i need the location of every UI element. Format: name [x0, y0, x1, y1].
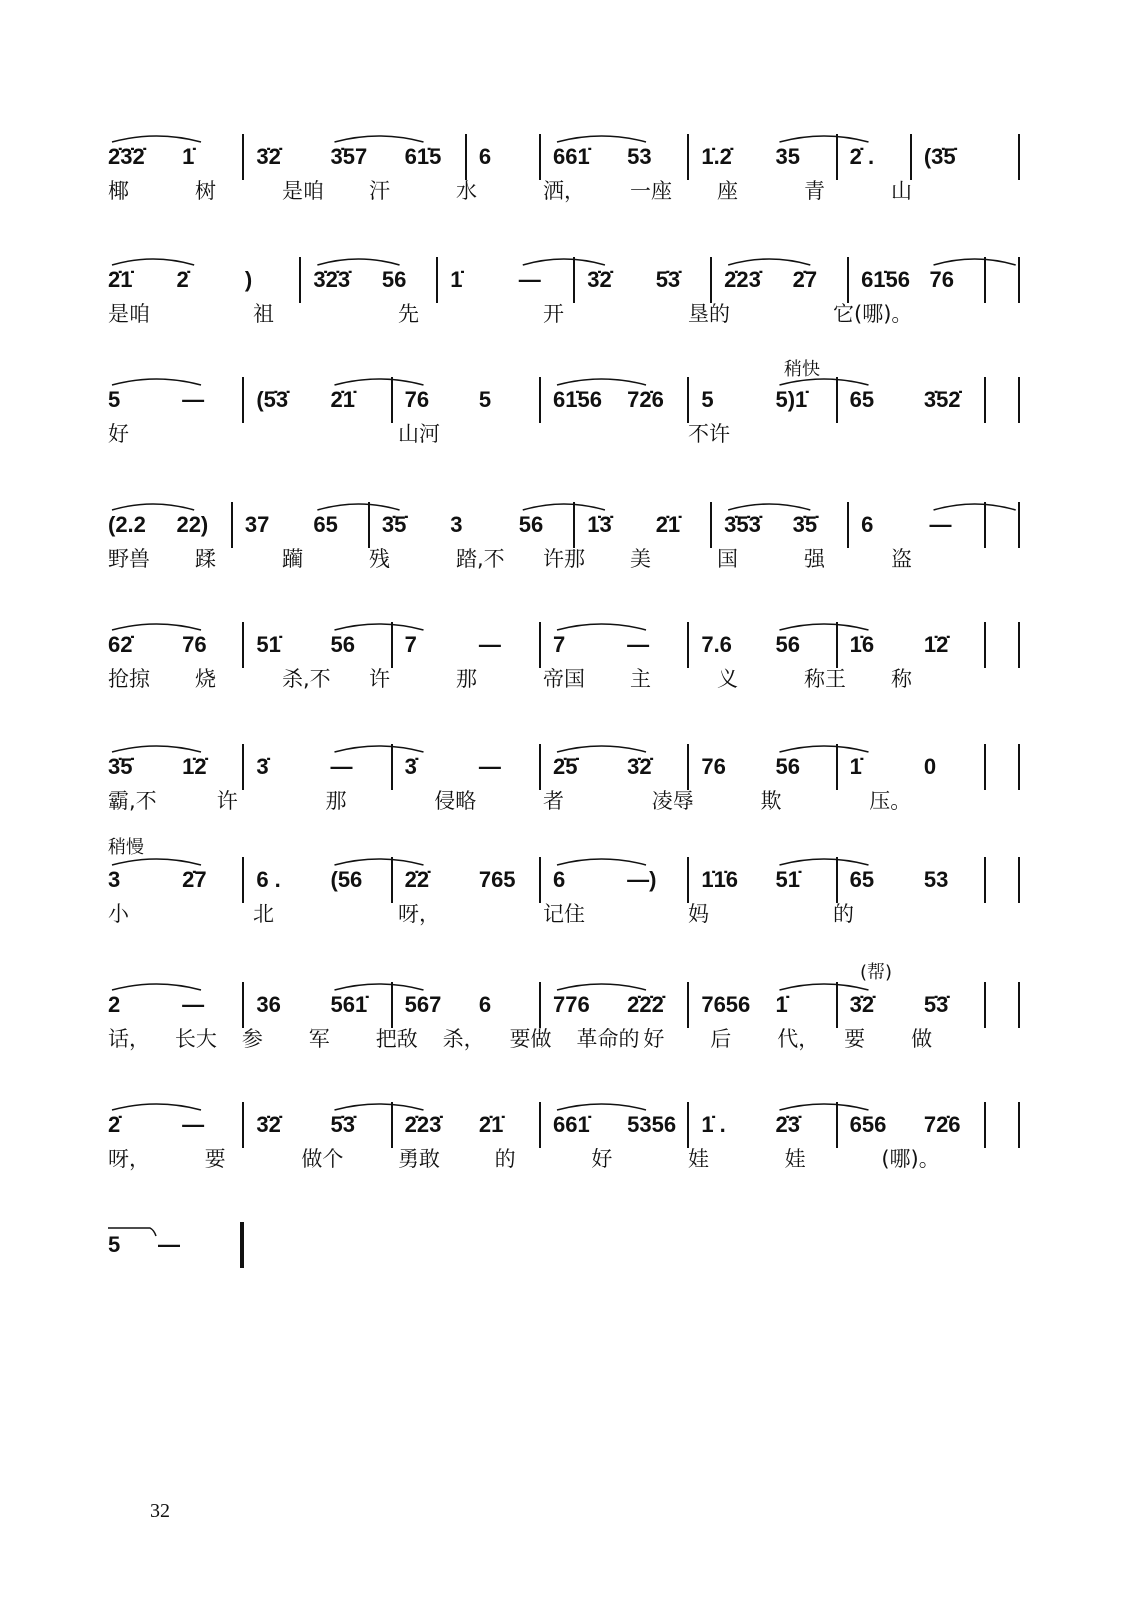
jianpu-note: (56 — [330, 867, 363, 892]
jianpu-note: 6 — [861, 512, 874, 537]
jianpu-note: (5̇3̇ — [256, 387, 289, 412]
jianpu-note: 51̇ — [775, 867, 800, 892]
bar-line — [984, 622, 986, 668]
staff-system — [0, 500, 1147, 620]
lyric-syllable: 压。 — [869, 789, 912, 813]
bar-line — [1018, 857, 1020, 903]
jianpu-note: 6 — [478, 992, 492, 1017]
lyric-syllable: 者 — [543, 789, 564, 813]
lyric-syllable: 侵略 — [434, 789, 477, 813]
lyric-syllable: 呀， — [398, 902, 440, 926]
bar-line — [847, 257, 849, 303]
jianpu-note: 661̇ — [553, 1112, 590, 1137]
lyric-syllable: 做 — [911, 1027, 933, 1051]
bar-line — [242, 982, 244, 1028]
lyric-syllable: 称 — [891, 667, 912, 691]
lyric-syllable: 的 — [494, 1147, 516, 1171]
bar-line — [836, 377, 838, 423]
lyric-syllable: 洒， — [543, 179, 585, 203]
lyric-syllable: 称王 — [804, 667, 846, 691]
jianpu-note: 5 — [478, 387, 492, 412]
jianpu-note: 2̇1̇ — [108, 267, 133, 292]
staff-system — [0, 620, 1147, 740]
bar-line — [436, 257, 438, 303]
lyric-syllable: 是咱 — [282, 179, 324, 203]
lyric-syllable: 不许 — [688, 422, 730, 446]
staff-system — [0, 1220, 1147, 1340]
jianpu-note: 3̇2̇ — [256, 1112, 281, 1137]
jianpu-note: 2̇3̇2̇ — [108, 144, 145, 169]
lyric-syllable: 野兽 — [108, 547, 150, 571]
staff-system — [0, 255, 1147, 375]
jianpu-note: 7656 — [701, 992, 751, 1017]
jianpu-note: 2̇23̇ — [724, 267, 761, 292]
bar-line — [836, 622, 838, 668]
jianpu-note: — — [929, 512, 952, 537]
lyric-syllable: 椰 — [108, 179, 129, 203]
jianpu-note: 3̇2̇3̇ — [313, 267, 351, 292]
jianpu-note: 5 — [108, 1232, 121, 1257]
jianpu-note: 6 — [553, 867, 566, 892]
tempo-marking: 稍慢 — [108, 837, 144, 858]
jianpu-note: — — [478, 754, 501, 779]
jianpu-note: — — [627, 632, 650, 657]
bar-line — [836, 982, 838, 1028]
jianpu-note: 53 — [923, 867, 949, 892]
lyric-syllable: 一座 — [630, 179, 672, 203]
jianpu-note: 765 — [478, 867, 516, 892]
lyric-syllable: 革命的 — [576, 1027, 640, 1051]
jianpu-note: 1̇ . — [701, 1112, 726, 1137]
jianpu-note: 3̇5̇ — [108, 754, 133, 779]
jianpu-note: 3̇57 — [330, 144, 368, 169]
lyric-syllable: 小 — [108, 902, 129, 926]
jianpu-note: 56 — [775, 754, 800, 779]
bar-line — [368, 502, 370, 548]
lyric-syllable: 它(哪)。 — [833, 302, 913, 326]
jianpu-note: 51̇ — [256, 632, 281, 657]
bar-line — [687, 377, 689, 423]
staff-system — [0, 1100, 1147, 1220]
bar-line — [687, 857, 689, 903]
bar-line — [687, 134, 689, 180]
lyric-syllable: 要 — [204, 1147, 226, 1171]
jianpu-note: 65 — [313, 512, 338, 537]
bar-line — [231, 502, 233, 548]
jianpu-note: 65 — [849, 867, 875, 892]
jianpu-note: — — [158, 1232, 180, 1257]
lyric-syllable: 残 — [369, 547, 390, 571]
bar-line — [1018, 982, 1020, 1028]
jianpu-note: 3̇5̇ — [792, 512, 818, 537]
bar-line — [984, 1102, 986, 1148]
jianpu-note: 5̇3̇ — [923, 992, 949, 1017]
bar-line — [710, 502, 712, 548]
bar-line — [836, 134, 838, 180]
jianpu-note: — — [182, 387, 205, 412]
lyric-syllable: 好 — [643, 1027, 665, 1051]
staff-system — [0, 837, 1147, 975]
bar-line — [687, 982, 689, 1028]
jianpu-note: 2̇2̇ — [404, 867, 430, 892]
jianpu-note: 776 — [553, 992, 590, 1017]
lyric-syllable: 汗 — [369, 179, 390, 203]
jianpu-note: 2̇1̇ — [655, 512, 681, 537]
jianpu-note: 2̇ — [176, 267, 189, 292]
jianpu-note: 62̇ — [108, 632, 133, 657]
staff-system — [0, 132, 1147, 252]
bar-line — [687, 1102, 689, 1148]
jianpu-note: 6 . — [256, 867, 281, 892]
lyric-syllable: 杀,不 — [282, 667, 331, 691]
bar-line — [984, 857, 986, 903]
jianpu-note: 5356 — [627, 1112, 677, 1137]
jianpu-note: 1̇ — [849, 754, 862, 779]
jianpu-note: 56 — [330, 632, 355, 657]
bar-line — [836, 1102, 838, 1148]
lyric-syllable: 话， — [108, 1027, 150, 1051]
tempo-marking: (帮) — [860, 962, 893, 983]
lyric-syllable: 帝国 — [543, 667, 585, 691]
bar-line — [242, 134, 244, 180]
lyric-syllable: 凌辱 — [651, 789, 694, 813]
jianpu-note: 35 — [775, 144, 800, 169]
lyric-syllable: 妈 — [688, 902, 709, 926]
lyric-syllable: 水 — [456, 179, 477, 203]
lyric-syllable: 主 — [630, 667, 651, 691]
jianpu-note: (3̇5̇ — [923, 144, 956, 169]
lyric-syllable: 烧 — [195, 667, 216, 691]
jianpu-note: 76 — [701, 754, 726, 779]
jianpu-note: 72̇6 — [923, 1112, 961, 1137]
lyric-syllable: 许那 — [543, 547, 585, 571]
jianpu-note: 3 — [450, 512, 463, 537]
jianpu-note: 0 — [923, 754, 937, 779]
lyric-syllable: 后 — [710, 1027, 732, 1051]
bar-line — [1018, 744, 1020, 790]
jianpu-note: 3̇5̇ — [381, 512, 407, 537]
bar-line — [984, 377, 986, 423]
lyric-syllable: 北 — [253, 902, 274, 926]
jianpu-note: 2̇ . — [849, 144, 875, 169]
jianpu-note: 2̇23̇ — [404, 1112, 442, 1137]
lyric-syllable: 霸,不 — [108, 789, 157, 813]
lyric-syllable: 山河 — [398, 422, 440, 446]
lyric-syllable: 许 — [216, 789, 238, 813]
jianpu-note: 1̇1̇6 — [701, 867, 739, 892]
jianpu-note: 1̇.2̇ — [701, 144, 732, 169]
lyric-syllable: 把敌 — [375, 1027, 418, 1051]
lyric-syllable: 欺 — [760, 789, 782, 813]
jianpu-note: 7.6 — [701, 632, 732, 657]
jianpu-note: 2̇ — [108, 1112, 121, 1137]
jianpu-note: 76 — [404, 387, 430, 412]
bar-line — [391, 622, 393, 668]
lyric-syllable: 娃 — [688, 1147, 709, 1171]
jianpu-note: — — [478, 632, 501, 657]
lyric-syllable: 山 — [891, 179, 912, 203]
lyric-syllable: 蹂 — [195, 547, 216, 571]
bar-line — [391, 857, 393, 903]
lyric-syllable: (哪)。 — [881, 1147, 940, 1171]
jianpu-note: 56 — [775, 632, 800, 657]
bar-line — [1018, 502, 1020, 548]
bar-line — [539, 1102, 541, 1148]
staff-system — [0, 359, 1147, 495]
bar-line — [391, 744, 393, 790]
lyric-syllable: 许 — [369, 667, 390, 691]
lyric-syllable: 是咱 — [108, 302, 150, 326]
lyric-syllable: 那 — [325, 789, 347, 813]
jianpu-note: 656 — [849, 1112, 887, 1137]
lyric-syllable: 国 — [717, 547, 738, 571]
bar-line — [687, 744, 689, 790]
lyric-syllable: 义 — [717, 667, 738, 691]
lyric-syllable: 勇敢 — [398, 1147, 440, 1171]
lyric-syllable: 抢掠 — [108, 667, 150, 691]
lyric-syllable: 座 — [717, 179, 738, 203]
jianpu-note: 2̇2̇2̇ — [627, 992, 664, 1017]
bar-line — [539, 622, 541, 668]
lyric-syllable: 的 — [833, 902, 854, 926]
lyric-syllable: 踏,不 — [456, 547, 505, 571]
bar-line — [687, 622, 689, 668]
bar-line — [242, 622, 244, 668]
lyric-syllable: 杀， — [442, 1027, 485, 1051]
jianpu-note: 72̇6 — [627, 387, 664, 412]
lyric-syllable: 垦的 — [688, 302, 730, 326]
lyric-syllable: 青 — [804, 179, 825, 203]
bar-line — [984, 744, 986, 790]
bar-line — [242, 1102, 244, 1148]
jianpu-note: 3̇2̇ — [849, 992, 875, 1017]
jianpu-note: 76 — [929, 267, 955, 292]
bar-line — [1018, 622, 1020, 668]
jianpu-note: 3̇2̇ — [627, 754, 652, 779]
jianpu-note: 3̇5̇3̇ — [724, 512, 761, 537]
jianpu-note: —) — [627, 867, 657, 892]
bar-line — [847, 502, 849, 548]
jianpu-note: 5 — [701, 387, 714, 412]
lyric-syllable: 先 — [398, 302, 419, 326]
bar-line — [539, 857, 541, 903]
lyric-syllable: 开 — [543, 302, 564, 326]
jianpu-note: 2̇7 — [792, 267, 818, 292]
bar-line — [539, 744, 541, 790]
bar-line — [391, 982, 393, 1028]
lyric-syllable: 好 — [108, 422, 129, 446]
jianpu-note: 3̇ — [256, 754, 269, 779]
jianpu-note: 3̇52̇ — [923, 387, 961, 412]
jianpu-note: 22) — [176, 512, 209, 537]
lyric-syllable: 代， — [777, 1027, 820, 1051]
jianpu-note: 56 — [518, 512, 544, 537]
tempo-marking: 稍快 — [784, 359, 820, 380]
bar-line — [573, 502, 575, 548]
jianpu-note: 1̇2̇ — [182, 754, 207, 779]
jianpu-note: 76 — [182, 632, 207, 657]
bar-line — [984, 982, 986, 1028]
bar-line — [1018, 134, 1020, 180]
lyric-syllable: 要 — [844, 1027, 866, 1051]
bar-line — [1018, 1102, 1020, 1148]
bar-line — [391, 377, 393, 423]
jianpu-note: 1̇ — [775, 992, 788, 1017]
jianpu-note: 3̇ — [404, 754, 417, 779]
staff-system — [0, 962, 1147, 1100]
lyric-syllable: 强 — [804, 547, 825, 571]
lyric-syllable: 美 — [630, 547, 651, 571]
jianpu-note: 53 — [627, 144, 652, 169]
jianpu-note: 567 — [404, 992, 442, 1017]
bar-line — [242, 377, 244, 423]
jianpu-note: 61̇5 — [404, 144, 442, 169]
jianpu-note: 61̇56 — [861, 267, 911, 292]
jianpu-note: 61̇56 — [553, 387, 602, 412]
lyric-syllable: 要做 — [509, 1027, 552, 1051]
jianpu-note: 2̇1̇ — [330, 387, 355, 412]
jianpu-note: 661̇ — [553, 144, 590, 169]
jianpu-note: 5̇3̇ — [655, 267, 681, 292]
jianpu-note: 1̇6 — [849, 632, 875, 657]
jianpu-note: 36 — [256, 992, 281, 1017]
bar-line — [910, 134, 912, 180]
jianpu-note: — — [330, 754, 353, 779]
jianpu-note: ) — [244, 267, 253, 292]
bar-line — [836, 744, 838, 790]
bar-line — [573, 257, 575, 303]
jianpu-note: 1̇ — [182, 144, 195, 169]
bar-line — [539, 134, 541, 180]
jianpu-note: 2̇5̇ — [553, 754, 578, 779]
bar-line — [242, 744, 244, 790]
lyric-syllable: 盗 — [891, 547, 912, 571]
jianpu-note: 5 — [108, 387, 121, 412]
jianpu-note: 7 — [553, 632, 566, 657]
lyric-syllable: 那 — [456, 667, 477, 691]
jianpu-note: 6 — [478, 144, 492, 169]
jianpu-note: 3̇2̇ — [587, 267, 612, 292]
lyric-syllable: 躏 — [282, 547, 303, 571]
lyric-syllable: 娃 — [784, 1147, 806, 1171]
jianpu-note: 37 — [244, 512, 270, 537]
jianpu-note: 1̇2̇ — [923, 632, 949, 657]
jianpu-note: — — [518, 267, 541, 292]
jianpu-note: 1̇ — [450, 267, 463, 292]
jianpu-note: 2̇7 — [182, 867, 207, 892]
jianpu-note: 65 — [849, 387, 875, 412]
bar-line — [299, 257, 301, 303]
jianpu-note: 2 — [108, 992, 121, 1017]
lyric-syllable: 好 — [591, 1147, 613, 1171]
jianpu-note: 3 — [108, 867, 121, 892]
final-bar-line — [240, 1222, 244, 1268]
bar-line — [1018, 377, 1020, 423]
jianpu-note: 561̇ — [330, 992, 368, 1017]
lyric-syllable: 做个 — [301, 1147, 344, 1171]
jianpu-note: 2̇3̇ — [775, 1112, 800, 1137]
bar-line — [539, 377, 541, 423]
lyric-syllable: 参 — [241, 1027, 263, 1051]
staff-system — [0, 742, 1147, 862]
jianpu-note: 5̇3̇ — [330, 1112, 355, 1137]
bar-line — [710, 257, 712, 303]
lyric-syllable: 记住 — [543, 902, 585, 926]
jianpu-note: 7 — [404, 632, 417, 657]
lyric-syllable: 呀， — [108, 1147, 150, 1171]
page-number: 32 — [150, 1500, 170, 1522]
jianpu-note: — — [182, 1112, 205, 1137]
bar-line — [984, 502, 986, 548]
bar-line — [391, 1102, 393, 1148]
jianpu-note: (2.2 — [108, 512, 146, 537]
bar-line — [465, 134, 467, 180]
jianpu-note: 3̇2̇ — [256, 144, 281, 169]
jianpu-note: 1̇3̇ — [587, 512, 612, 537]
lyric-syllable: 长大 — [174, 1027, 217, 1051]
bar-line — [539, 982, 541, 1028]
bar-line — [242, 857, 244, 903]
lyric-syllable: 祖 — [253, 302, 274, 326]
bar-line — [836, 857, 838, 903]
jianpu-note: 5)1̇ — [775, 387, 808, 412]
jianpu-note: 56 — [381, 267, 407, 292]
lyric-syllable: 军 — [308, 1027, 330, 1051]
jianpu-note: — — [182, 992, 205, 1017]
lyric-syllable: 树 — [195, 179, 216, 203]
bar-line — [984, 257, 986, 303]
bar-line — [1018, 257, 1020, 303]
jianpu-note: 2̇1̇ — [478, 1112, 504, 1137]
